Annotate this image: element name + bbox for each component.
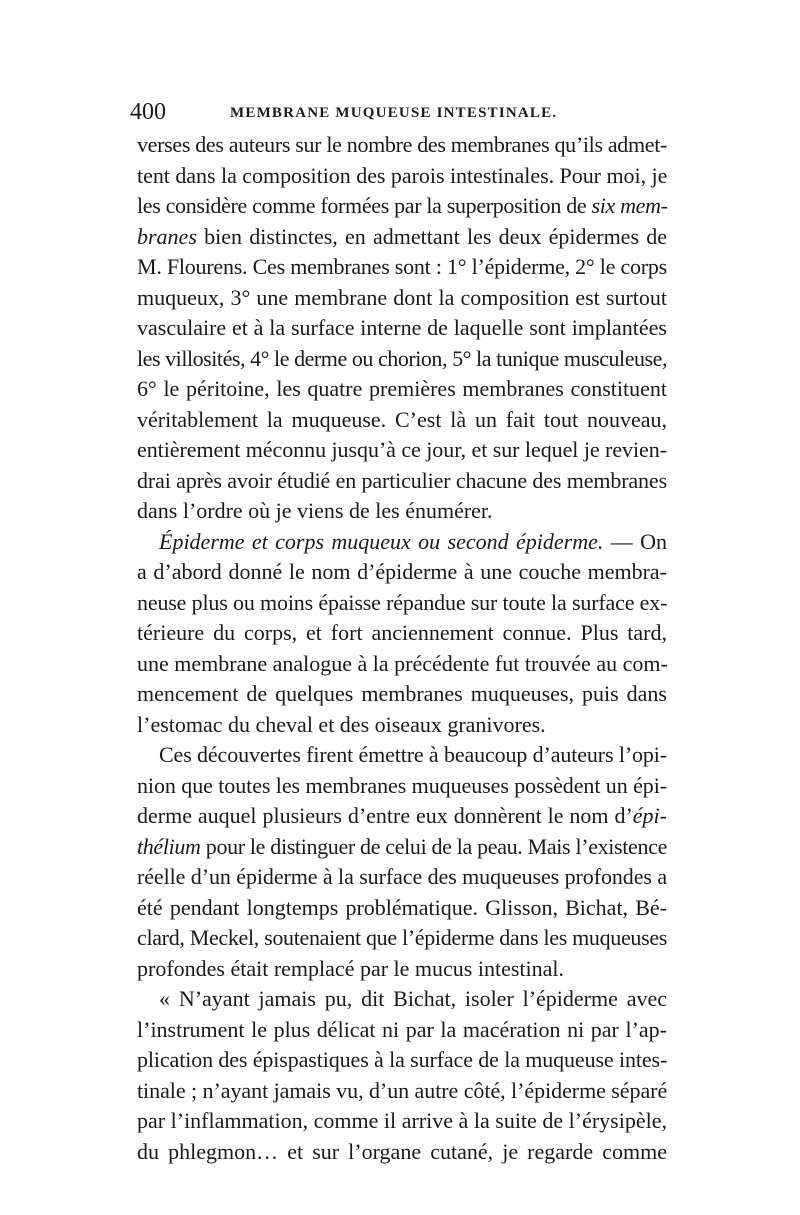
quote-line: par l’inflammation, comme il arrive à la suite de l’érysipèle, (137, 1108, 667, 1133)
text-line: clard, Meckel, soutenaient que l’épiderme dans les muqueuses (137, 925, 668, 950)
text-line: mencement de quelques membranes muqueuses, puis dans (137, 681, 667, 706)
section-heading-line: Épiderme et corps muqueux ou second épiderme. — On (159, 528, 667, 554)
text-line: vasculaire et à la surface interne de laquelle sont implantées (137, 315, 667, 340)
quote-line: « N’ayant jamais pu, dit Bichat, isoler l’épiderme avec (159, 986, 667, 1011)
text-line: été pendant longtemps problématique. Glisson, Bichat, Bé- (137, 894, 667, 920)
text-line: nion que toutes les membranes muqueuses possèdent un épi- (137, 772, 668, 798)
text-line: derme auquel plusieurs d’entre eux donnèrent le nom d’épi- (137, 803, 667, 828)
text-line: dans l’ordre où je viens de les énumérer. (137, 498, 493, 523)
quote-line: du phlegmon… et sur l’organe cutané, je regarde comme (137, 1138, 667, 1164)
text-line: profondes était remplacé par le mucus intestinal. (137, 955, 565, 981)
text-line: branes bien distinctes, en admettant les deux épidermes de (137, 223, 667, 249)
body-text (137, 130, 667, 1167)
text-line: réelle d’un épiderme à la surface des muqueuses profondes a (137, 864, 667, 889)
text-line: M. Flourens. Ces membranes sont : 1° l’épiderme, 2° le corps (137, 254, 667, 279)
text-line: l’estomac du cheval et des oiseaux granivores. (137, 711, 546, 737)
text-line: thélium pour le distinguer de celui de la peau. Mais l’existence (137, 833, 667, 859)
text-line: véritablement la muqueuse. C’est là un fait tout nouveau, (137, 406, 667, 432)
text-line: les considère comme formées par la superposition de six mem- (137, 193, 668, 218)
text-line: muqueux, 3° une membrane dont la composition est surtout (137, 284, 667, 310)
text-line: neuse plus ou moins épaisse répandue sur toute la surface ex- (137, 589, 668, 615)
quote-line: tinale ; n’ayant jamais vu, d’un autre côté, l’épiderme séparé (137, 1077, 668, 1103)
text-line: tent dans la composition des parois intestinales. Pour moi, je (137, 162, 668, 188)
running-head: MEMBRANE MUQUEUSE INTESTINALE. (230, 105, 558, 121)
quote-line: l’instrument le plus délicat ni par la macération ni par l’ap- (137, 1016, 667, 1042)
section-heading: Épiderme et corps muqueux ou second épiderme. (159, 528, 604, 554)
text-line: Ces découvertes firent émettre à beaucoup d’auteurs l’opi- (159, 742, 667, 767)
page-number: 400 (130, 99, 166, 125)
text-line: 6° le péritoine, les quatre premières membranes constituent (137, 376, 667, 401)
quote-line: plication des épispastiques à la surface de la muqueuse intes- (137, 1047, 668, 1072)
page-header (130, 98, 670, 126)
text-line: verses des auteurs sur le nombre des membranes qu’ils admet- (137, 132, 668, 157)
text-line: drai après avoir étudié en particulier chacune des membranes (137, 467, 667, 493)
text-line: a d’abord donné le nom d’épiderme à une couche membra- (137, 559, 667, 584)
text-line: térieure du corps, et fort anciennement connue. Plus tard, (137, 620, 667, 645)
text-line: entièrement méconnu jusqu’à ce jour, et sur lequel je revien- (137, 437, 667, 462)
text-line: les villosités, 4° le derme ou chorion, 5° la tunique musculeuse, (137, 345, 667, 371)
text-line: une membrane analogue à la précédente fut trouvée au com- (137, 650, 668, 676)
